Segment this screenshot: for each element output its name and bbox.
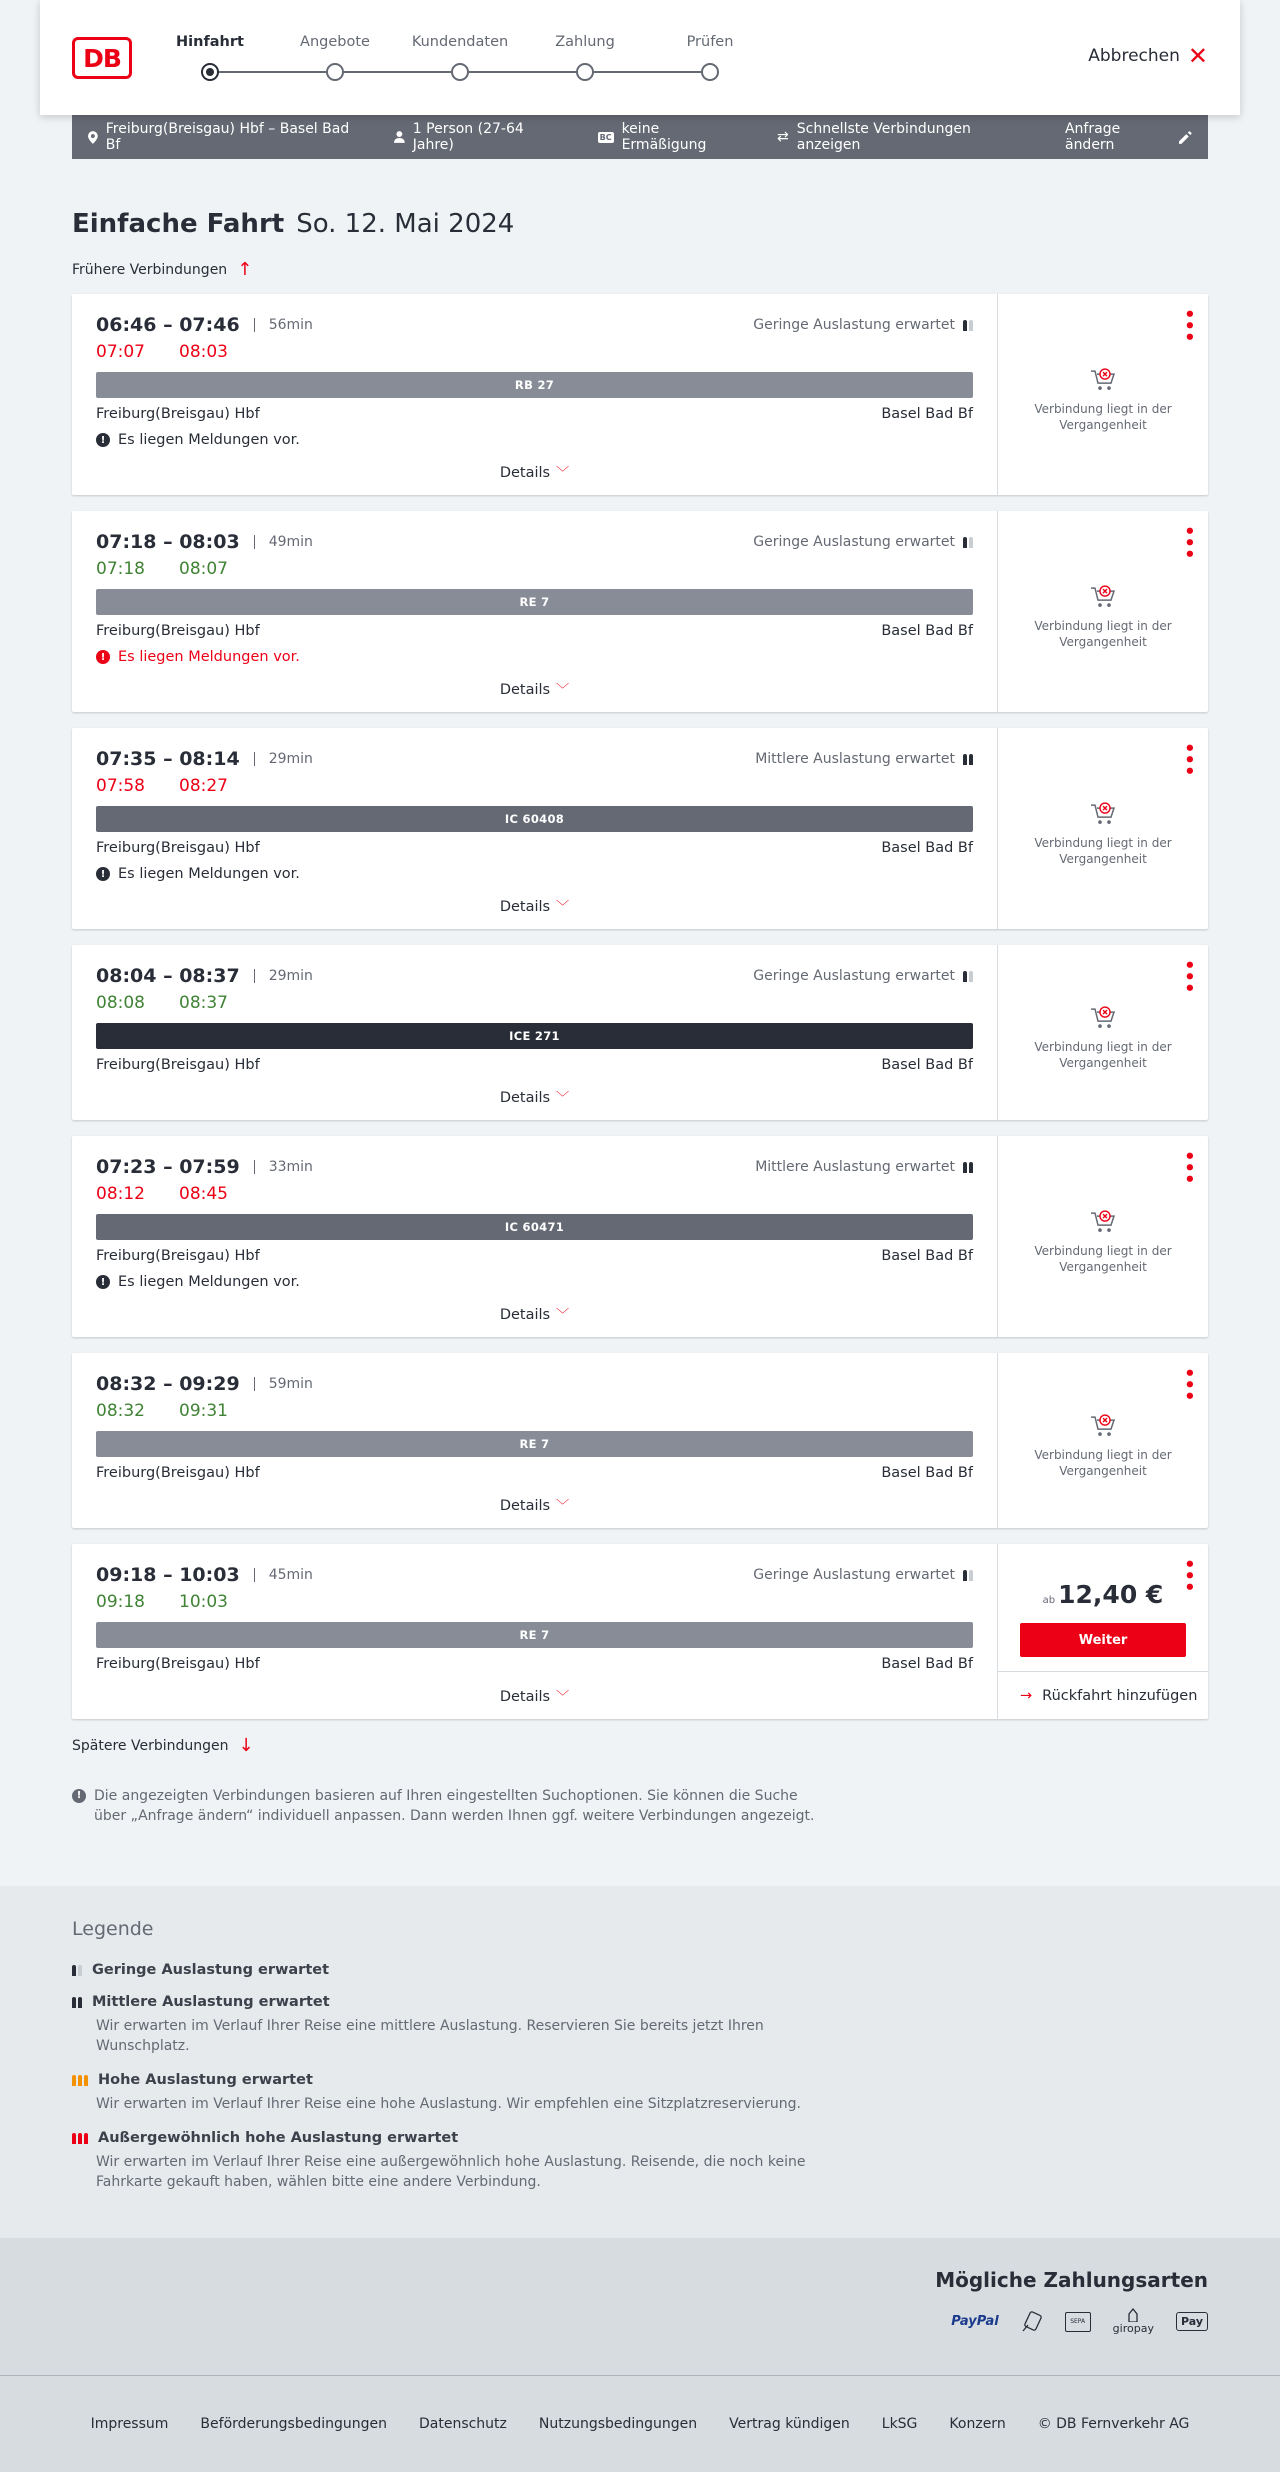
cart-unavailable-icon xyxy=(1089,1003,1117,1031)
details-label: Details xyxy=(499,1689,551,1705)
occupancy-label: Geringe Auslastung erwartet xyxy=(753,534,955,550)
occupancy-icon xyxy=(963,754,973,765)
alert-icon: ! xyxy=(96,650,110,664)
credit-card-hand-icon xyxy=(1021,2311,1043,2333)
details-label: Details xyxy=(499,465,551,481)
payment-icons xyxy=(72,2308,1208,2335)
payment-title: Mögliche Zahlungsarten xyxy=(935,2268,1208,2292)
footer-link[interactable]: Datenschutz xyxy=(418,2416,507,2432)
footer-link[interactable]: Nutzungsbedingungen xyxy=(538,2416,698,2432)
connection-details xyxy=(72,1353,998,1528)
realtime-arrival: 08:27 xyxy=(179,776,228,796)
more-options-icon[interactable]: ••• xyxy=(1178,959,1199,994)
occupancy-bar xyxy=(78,1997,82,2008)
duration: 29min xyxy=(254,969,313,983)
stations xyxy=(96,1248,973,1264)
legend-item-title xyxy=(72,1994,1208,2010)
past-text: Verbindung liegt in der Vergangenheit xyxy=(1034,618,1172,649)
destination-station: Basel Bad Bf xyxy=(881,1656,973,1672)
step-kundendaten: Kundendaten xyxy=(411,34,509,50)
applepay-icon xyxy=(1176,2312,1208,2331)
occupancy-bar xyxy=(963,537,967,548)
details-toggle[interactable] xyxy=(96,1304,973,1323)
legend-description: Wir erwarten im Verlauf Ihrer Reise eine mittlere Auslastung. Reservieren Sie bereits jetzt Ihren Wunschplatz. xyxy=(96,2018,764,2054)
notice xyxy=(96,649,973,665)
legend-description: Wir erwarten im Verlauf Ihrer Reise eine hohe Auslastung. Wir empfehlen eine Sitzplatzreservierung. xyxy=(96,2096,801,2112)
details-label: Details xyxy=(499,1090,551,1106)
legend-list xyxy=(72,1962,1208,2192)
past-text: Verbindung liegt in der Vergangenheit xyxy=(1034,1039,1172,1070)
offer-panel xyxy=(998,1136,1208,1337)
occupancy-bar xyxy=(84,2075,88,2086)
more-options-icon[interactable]: ••• xyxy=(1178,1367,1199,1402)
occupancy-icon xyxy=(963,537,973,548)
occupancy-bar xyxy=(963,320,967,331)
header-card xyxy=(40,0,1240,115)
details-toggle[interactable] xyxy=(96,896,973,915)
continue-button[interactable]: Weiter xyxy=(1020,1623,1186,1657)
occupancy-bar xyxy=(72,2133,76,2144)
occupancy-icon xyxy=(72,1997,82,2008)
footer-link[interactable]: Beförderungsbedingungen xyxy=(200,2416,387,2432)
occupancy-forecast xyxy=(753,968,973,984)
realtime-arrival: 08:07 xyxy=(179,559,228,579)
realtime-times xyxy=(96,1401,973,1421)
origin-station: Freiburg(Breisgau) Hbf xyxy=(96,623,260,639)
duration: 59min xyxy=(254,1377,313,1391)
chevron-down-icon: ﹀ xyxy=(556,1690,570,1705)
stations xyxy=(96,406,973,422)
occupancy-bar xyxy=(969,1162,973,1173)
offer-panel xyxy=(998,511,1208,712)
discount-summary xyxy=(598,121,745,153)
discount-text: keine Ermäßigung xyxy=(621,121,707,153)
destination-station: Basel Bad Bf xyxy=(881,840,973,856)
add-return-label: Rückfahrt hinzufügen xyxy=(1042,1687,1198,1704)
occupancy-label: Mittlere Auslastung erwartet xyxy=(755,1159,955,1175)
connection-details xyxy=(72,1136,998,1337)
passenger-text: 1 Person (27-64 Jahre) xyxy=(412,121,524,153)
details-toggle[interactable] xyxy=(96,462,973,481)
notice xyxy=(96,866,973,882)
offer-panel xyxy=(998,294,1208,495)
details-toggle[interactable] xyxy=(96,1686,973,1705)
occupancy-forecast xyxy=(753,1567,973,1583)
past-text: Verbindung liegt in der Vergangenheit xyxy=(1034,401,1172,432)
legend-item xyxy=(72,1962,1208,1978)
realtime-departure: 08:08 xyxy=(96,993,145,1013)
occupancy-bar xyxy=(84,2133,88,2144)
train-bar: RE 7 xyxy=(96,1431,973,1457)
main-content xyxy=(72,209,1208,1826)
price-amount: 12,40 € xyxy=(1058,1580,1164,1609)
origin-station: Freiburg(Breisgau) Hbf xyxy=(96,1656,260,1672)
connection-details xyxy=(72,728,998,929)
origin-station: Freiburg(Breisgau) Hbf xyxy=(96,1465,260,1481)
cart-unavailable-icon xyxy=(1089,799,1117,827)
destination-station: Basel Bad Bf xyxy=(881,406,973,422)
occupancy-forecast xyxy=(753,534,973,550)
past-connection-notice xyxy=(998,799,1208,867)
legend-item xyxy=(72,1994,1208,2056)
train-bar: RE 7 xyxy=(96,589,973,615)
details-label: Details xyxy=(499,1498,551,1514)
bahncard-icon: BC xyxy=(599,132,612,142)
step-dot-kundendaten xyxy=(451,63,469,81)
stations xyxy=(96,1465,973,1481)
duration: 45min xyxy=(254,1568,313,1582)
realtime-arrival: 08:03 xyxy=(179,342,228,362)
option-summary xyxy=(777,121,1033,153)
scheduled-times: 09:18 – 10:03 xyxy=(96,1564,240,1586)
offer-panel xyxy=(998,1353,1208,1528)
occupancy-bar xyxy=(963,754,967,765)
route-text: Freiburg(Breisgau) Hbf – Basel Bad Bf xyxy=(105,121,350,153)
occupancy-bar xyxy=(78,2133,82,2144)
earlier-label: Frühere Verbindungen xyxy=(72,261,228,278)
legend-title-text: Geringe Auslastung erwartet xyxy=(92,1962,330,1978)
realtime-times xyxy=(96,1184,973,1204)
notice xyxy=(96,432,973,448)
past-text: Verbindung liegt in der Vergangenheit xyxy=(1034,1447,1172,1478)
page-title xyxy=(72,209,1208,239)
location-pin-icon xyxy=(88,131,98,144)
occupancy-bar xyxy=(963,1162,967,1173)
occupancy-bar xyxy=(969,1570,973,1581)
passenger-summary xyxy=(394,121,566,153)
origin-station: Freiburg(Breisgau) Hbf xyxy=(96,840,260,856)
option-text: Schnellste Verbindungen anzeigen xyxy=(796,121,971,153)
scheduled-times: 08:32 – 09:29 xyxy=(96,1373,240,1395)
step-dot-zahlung xyxy=(576,63,594,81)
destination-station: Basel Bad Bf xyxy=(881,1465,973,1481)
realtime-departure: 07:18 xyxy=(96,559,145,579)
occupancy-icon xyxy=(963,1162,973,1173)
footer-link[interactable]: LkSG xyxy=(881,2416,918,2432)
chevron-down-icon: ﹀ xyxy=(556,1308,570,1323)
legend-description: Wir erwarten im Verlauf Ihrer Reise eine außergewöhnlich hohe Auslastung. Reisende, die noch keine Fahrkarte gekauft haben, wählen bitte eine andere Verbindung. xyxy=(96,2154,806,2190)
realtime-arrival: 09:31 xyxy=(179,1401,228,1421)
past-text: Verbindung liegt in der Vergangenheit xyxy=(1034,835,1172,866)
occupancy-bar xyxy=(963,1570,967,1581)
scheduled-times: 08:04 – 08:37 xyxy=(96,965,240,987)
trip-type: Einfache Fahrt xyxy=(72,209,285,239)
scheduled-times: 07:23 – 07:59 xyxy=(96,1156,240,1178)
footer-link: © DB Fernverkehr AG xyxy=(1037,2416,1190,2432)
train-bar: RB 27 xyxy=(96,372,973,398)
occupancy-bar xyxy=(969,971,973,982)
occupancy-label: Geringe Auslastung erwartet xyxy=(753,317,955,333)
notice-text: Es liegen Meldungen vor. xyxy=(118,1274,300,1290)
legend-item xyxy=(72,2130,1208,2192)
legend-item xyxy=(72,2072,1208,2114)
duration: 33min xyxy=(254,1160,313,1174)
legend-title: Legende xyxy=(72,1918,154,1940)
occupancy-icon xyxy=(963,971,973,982)
chevron-down-icon: ﹀ xyxy=(556,1499,570,1514)
person-icon xyxy=(394,131,405,143)
info-text: Die angezeigten Verbindungen basieren auf Ihren eingestellten Suchoptionen. Sie können die Suche über „Anfrage ändern“ individuell anpassen. Dann werden Ihnen ggf. weitere Verbindungen angezeigt. xyxy=(94,1788,815,1824)
details-toggle[interactable] xyxy=(96,1087,973,1106)
connection-card[interactable] xyxy=(72,1353,1208,1528)
cancel-label: Abbrechen xyxy=(1088,46,1180,66)
connection-details xyxy=(72,1544,998,1719)
occupancy-icon xyxy=(963,320,973,331)
connection-card[interactable] xyxy=(72,511,1208,712)
realtime-times xyxy=(96,993,973,1013)
giropay-label: giropay xyxy=(1112,2322,1154,2335)
realtime-departure: 09:18 xyxy=(96,1592,145,1612)
realtime-departure: 07:58 xyxy=(96,776,145,796)
price-box xyxy=(998,1544,1208,1657)
realtime-arrival: 10:03 xyxy=(179,1592,228,1612)
occupancy-forecast xyxy=(753,317,973,333)
chevron-down-icon: ﹀ xyxy=(556,1091,570,1106)
search-info-note xyxy=(72,1786,832,1826)
chevron-down-icon: ﹀ xyxy=(556,683,570,698)
notice-text: Es liegen Meldungen vor. xyxy=(118,432,300,448)
stations xyxy=(96,623,973,639)
occupancy-bar xyxy=(969,754,973,765)
times-row xyxy=(96,1373,973,1395)
destination-station: Basel Bad Bf xyxy=(881,623,973,639)
train-bar: IC 60471 xyxy=(96,1214,973,1240)
sepa-icon: SEPA xyxy=(1065,2312,1091,2332)
offer-panel xyxy=(998,1544,1208,1719)
details-label: Details xyxy=(499,682,551,698)
more-options-icon[interactable]: ••• xyxy=(1178,742,1199,777)
later-connections-link[interactable] xyxy=(72,1735,1208,1756)
arrow-down-icon: ↓ xyxy=(238,1735,254,1756)
step-angebote: Angebote xyxy=(300,34,370,50)
paypal-icon: PayPal xyxy=(951,2314,999,2329)
realtime-arrival: 08:37 xyxy=(179,993,228,1013)
arrow-right-icon: → xyxy=(1020,1687,1033,1704)
route-summary xyxy=(88,121,362,153)
info-icon: ! xyxy=(72,1789,86,1803)
legend-item-title xyxy=(72,2130,1208,2146)
duration: 56min xyxy=(254,318,313,332)
more-options-icon[interactable]: ••• xyxy=(1178,308,1199,343)
step-dot-angebote xyxy=(326,63,344,81)
footer-link[interactable]: Konzern xyxy=(949,2416,1006,2432)
search-summary-bar xyxy=(72,115,1208,159)
occupancy-forecast xyxy=(755,751,973,767)
occupancy-label: Mittlere Auslastung erwartet xyxy=(755,751,955,767)
footer-link[interactable]: Impressum xyxy=(90,2416,169,2432)
connection-card[interactable] xyxy=(72,294,1208,495)
occupancy-bar xyxy=(78,1965,82,1976)
step-dot-pruefen xyxy=(701,63,719,81)
alert-icon: ! xyxy=(96,1275,110,1289)
origin-station: Freiburg(Breisgau) Hbf xyxy=(96,1248,260,1264)
earlier-connections-link[interactable] xyxy=(72,259,1208,280)
add-return-trip-link[interactable] xyxy=(998,1671,1208,1719)
alert-icon: ! xyxy=(96,433,110,447)
price xyxy=(998,1580,1208,1609)
destination-station: Basel Bad Bf xyxy=(881,1248,973,1264)
origin-station: Freiburg(Breisgau) Hbf xyxy=(96,1057,260,1073)
arrow-up-icon: ↑ xyxy=(237,259,253,280)
notice-text: Es liegen Meldungen vor. xyxy=(118,866,300,882)
payment-methods xyxy=(0,2238,1280,2375)
connection-details xyxy=(72,294,998,495)
occupancy-bar xyxy=(72,2075,76,2086)
giropay-icon xyxy=(1113,2308,1154,2335)
cart-unavailable-icon xyxy=(1089,582,1117,610)
stations xyxy=(96,840,973,856)
destination-station: Basel Bad Bf xyxy=(881,1057,973,1073)
occupancy-icon xyxy=(963,1570,973,1581)
cart-unavailable-icon xyxy=(1089,365,1117,393)
offer-panel xyxy=(998,945,1208,1120)
trip-date: So. 12. Mai 2024 xyxy=(296,209,515,239)
realtime-departure: 08:32 xyxy=(96,1401,145,1421)
occupancy-bar xyxy=(72,1965,76,1976)
times-row xyxy=(96,748,973,770)
origin-station: Freiburg(Breisgau) Hbf xyxy=(96,406,260,422)
cart-unavailable-icon xyxy=(1089,1411,1117,1439)
realtime-departure: 07:07 xyxy=(96,342,145,362)
legend-title-text: Mittlere Auslastung erwartet xyxy=(92,1994,330,2010)
occupancy-bar xyxy=(72,1997,76,2008)
notice-text: Es liegen Meldungen vor. xyxy=(118,649,300,665)
close-icon: ✕ xyxy=(1187,42,1208,70)
times-row xyxy=(96,965,973,987)
connection-list xyxy=(72,294,1208,1719)
times-row xyxy=(96,314,973,336)
legend-title-text: Hohe Auslastung erwartet xyxy=(98,2072,313,2088)
realtime-departure: 08:12 xyxy=(96,1184,145,1204)
details-toggle[interactable] xyxy=(96,1495,973,1514)
occupancy-bar xyxy=(963,971,967,982)
db-logo[interactable]: DB xyxy=(72,37,132,79)
more-options-icon[interactable]: ••• xyxy=(1178,1150,1199,1185)
swap-arrows-icon: ⇄ xyxy=(777,129,789,145)
connection-card[interactable] xyxy=(72,1544,1208,1719)
details-label: Details xyxy=(499,1307,551,1323)
realtime-times xyxy=(96,1592,973,1612)
train-bar: ICE 271 xyxy=(96,1023,973,1049)
legend-title-text: Außergewöhnlich hohe Auslastung erwartet xyxy=(98,2130,459,2146)
scheduled-times: 06:46 – 07:46 xyxy=(96,314,240,336)
edit-request-button[interactable] xyxy=(1065,121,1192,153)
cancel-button[interactable] xyxy=(1088,42,1208,70)
past-connection-notice xyxy=(998,1411,1208,1479)
alert-icon: ! xyxy=(96,867,110,881)
occupancy-label: Geringe Auslastung erwartet xyxy=(753,968,955,984)
occupancy-label: Geringe Auslastung erwartet xyxy=(753,1567,955,1583)
step-zahlung: Zahlung xyxy=(555,34,615,50)
duration: 49min xyxy=(254,535,313,549)
footer xyxy=(0,2375,1280,2472)
pencil-icon xyxy=(1179,131,1192,144)
offer-panel xyxy=(998,728,1208,929)
times-row xyxy=(96,1564,973,1586)
applepay-label: Pay xyxy=(1180,2315,1203,2328)
past-text: Verbindung liegt in der Vergangenheit xyxy=(1034,1243,1172,1274)
occupancy-bar xyxy=(969,537,973,548)
occupancy-forecast xyxy=(755,1159,973,1175)
occupancy-bar xyxy=(78,2075,82,2086)
scheduled-times: 07:18 – 08:03 xyxy=(96,531,240,553)
footer-link[interactable]: Vertrag kündigen xyxy=(729,2416,850,2432)
duration: 29min xyxy=(254,752,313,766)
cart-unavailable-icon xyxy=(1089,1207,1117,1235)
realtime-arrival: 08:45 xyxy=(179,1184,228,1204)
occupancy-icon xyxy=(72,1965,82,1976)
realtime-times xyxy=(96,776,973,796)
legend-item-title xyxy=(72,2072,1208,2088)
edit-request-label: Anfrage ändern xyxy=(1064,121,1121,153)
step-hinfahrt: Hinfahrt xyxy=(176,34,244,50)
later-label: Spätere Verbindungen xyxy=(72,1737,229,1754)
giropay-hand-icon xyxy=(1126,2308,1140,2322)
more-options-icon[interactable]: ••• xyxy=(1178,1558,1199,1593)
step-pruefen: Prüfen xyxy=(686,34,734,50)
chevron-down-icon: ﹀ xyxy=(556,900,570,915)
chevron-down-icon: ﹀ xyxy=(556,466,570,481)
train-bar: IC 60408 xyxy=(96,806,973,832)
more-options-icon[interactable]: ••• xyxy=(1178,525,1199,560)
connection-details xyxy=(72,945,998,1120)
past-connection-notice xyxy=(998,365,1208,433)
notice xyxy=(96,1274,973,1290)
past-connection-notice xyxy=(998,1207,1208,1275)
connection-card[interactable] xyxy=(72,945,1208,1120)
stations xyxy=(96,1656,973,1672)
stations xyxy=(96,1057,973,1073)
connection-details xyxy=(72,511,998,712)
occupancy-bar xyxy=(969,320,973,331)
occupancy-icon xyxy=(72,2133,88,2144)
details-label: Details xyxy=(499,899,551,915)
past-connection-notice xyxy=(998,1003,1208,1071)
occupancy-icon xyxy=(72,2075,88,2086)
times-row xyxy=(96,1156,973,1178)
legend-item-title xyxy=(72,1962,1208,1978)
train-bar: RE 7 xyxy=(96,1622,973,1648)
connection-card[interactable] xyxy=(72,1136,1208,1337)
details-toggle[interactable] xyxy=(96,679,973,698)
past-connection-notice xyxy=(998,582,1208,650)
realtime-times xyxy=(96,342,973,362)
step-dot-hinfahrt xyxy=(201,63,219,81)
realtime-times xyxy=(96,559,973,579)
price-prefix: ab xyxy=(1042,1595,1056,1606)
connection-card[interactable] xyxy=(72,728,1208,929)
scheduled-times: 07:35 – 08:14 xyxy=(96,748,240,770)
times-row xyxy=(96,531,973,553)
header xyxy=(0,0,1280,115)
legend-section xyxy=(0,1886,1280,2238)
